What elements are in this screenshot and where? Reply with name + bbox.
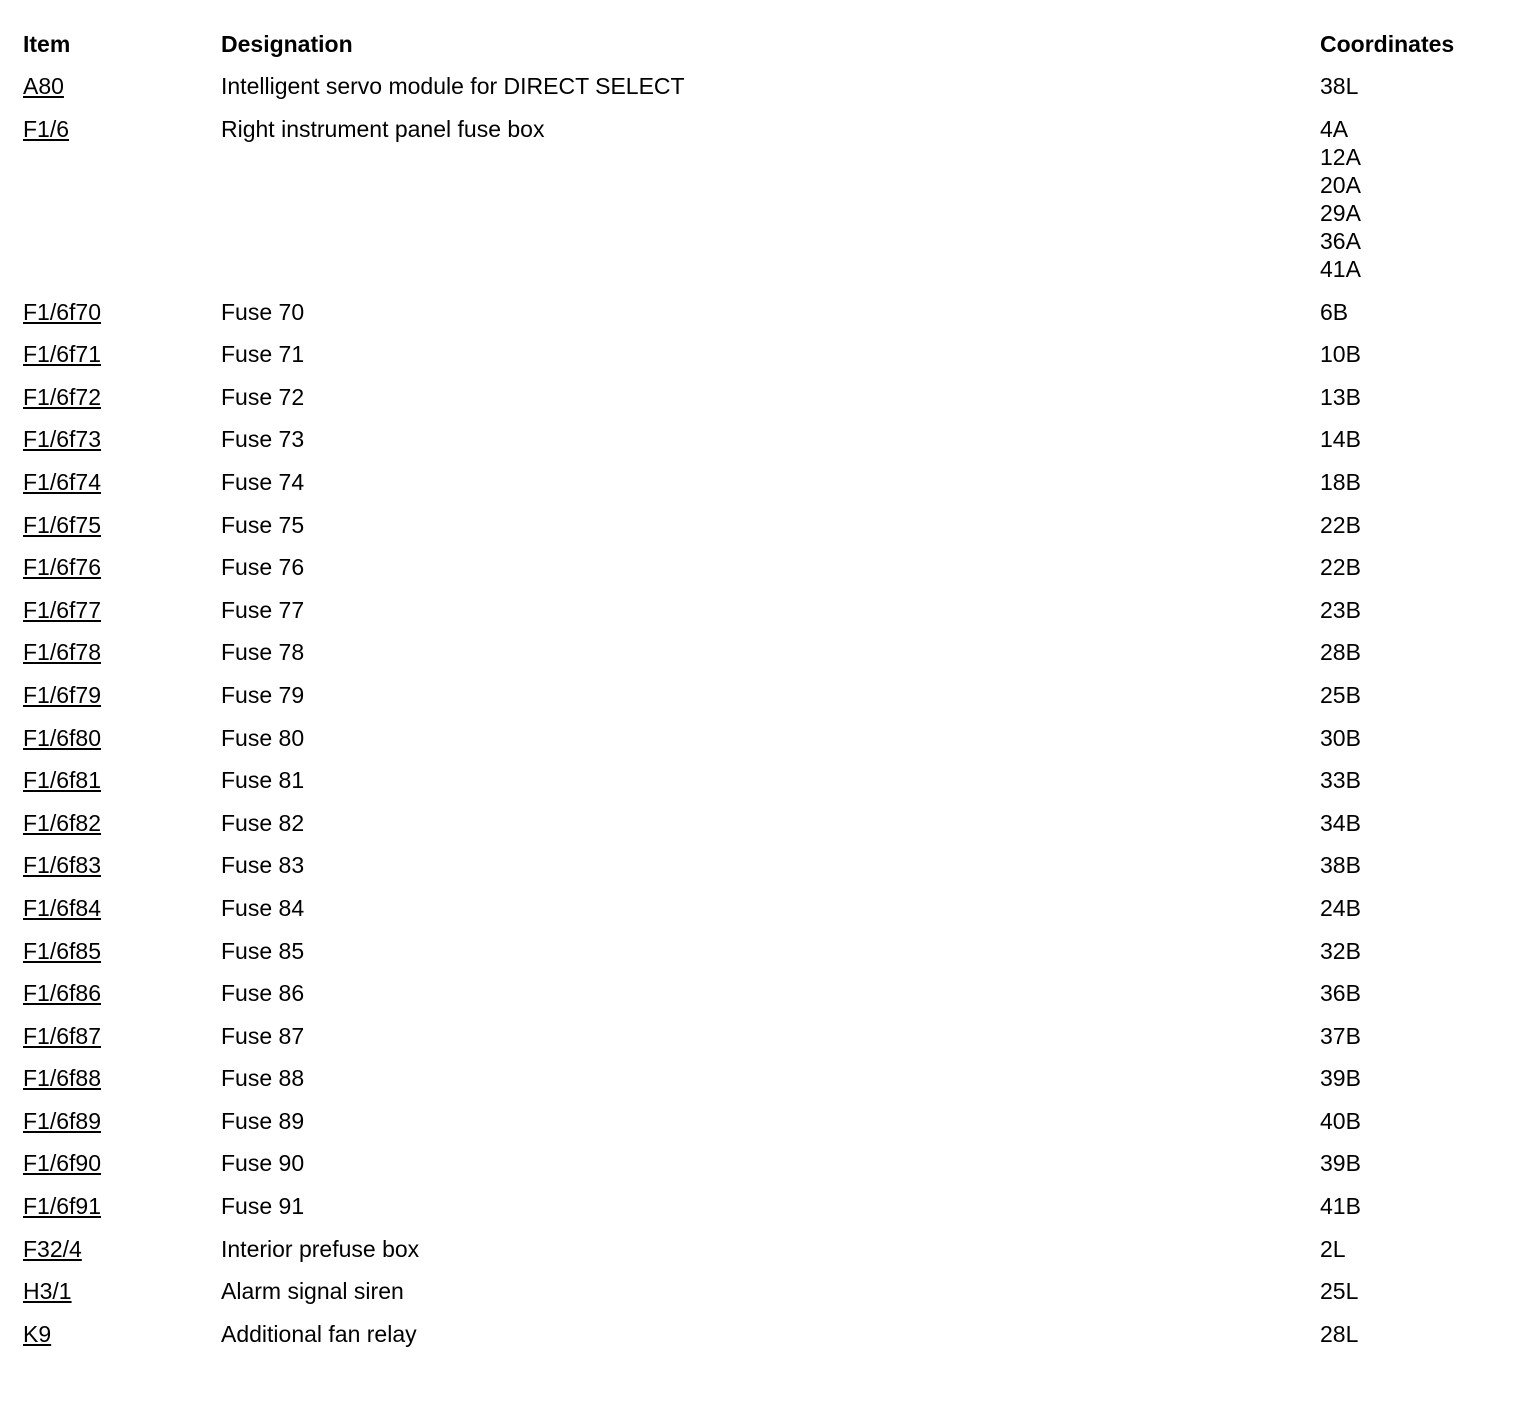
item-cell — [23, 766, 221, 794]
designation-column-header: Designation — [221, 31, 353, 57]
table-row — [23, 425, 1493, 468]
coordinates-cell — [1320, 851, 1493, 879]
designation-cell: Fuse 83 — [221, 852, 305, 879]
coordinate-value: 22B — [1320, 511, 1361, 538]
table-row — [23, 1192, 1493, 1235]
coordinates-cell — [1320, 1022, 1493, 1050]
coordinates-cell — [1320, 1107, 1493, 1135]
item-link[interactable]: F1/6f74 — [23, 468, 101, 495]
designation-cell: Alarm signal siren — [221, 1278, 404, 1305]
designation-cell: Fuse 84 — [221, 894, 305, 921]
item-link[interactable]: K9 — [23, 1320, 52, 1347]
coordinate-value: 22B — [1320, 554, 1361, 581]
item-cell — [23, 425, 221, 453]
coordinate-value: 12A — [1320, 143, 1361, 170]
item-link[interactable]: F1/6f86 — [23, 980, 101, 1007]
coordinate-value: 33B — [1320, 767, 1361, 794]
designation-cell: Fuse 78 — [221, 639, 305, 666]
designation-cell: Fuse 89 — [221, 1107, 305, 1134]
item-link[interactable]: F1/6f81 — [23, 767, 101, 794]
item-cell — [23, 468, 221, 496]
table-header-row — [23, 30, 1493, 72]
table-row — [23, 1064, 1493, 1107]
item-link[interactable]: F1/6f76 — [23, 554, 101, 581]
designation-cell: Fuse 85 — [221, 937, 305, 964]
item-link[interactable]: F1/6f75 — [23, 511, 101, 538]
table-row — [23, 851, 1493, 894]
item-link[interactable]: F1/6f84 — [23, 894, 101, 921]
designation-cell: Right instrument panel fuse box — [221, 115, 545, 142]
coordinates-cell — [1320, 681, 1493, 709]
item-link[interactable]: F1/6f88 — [23, 1065, 101, 1092]
item-cell — [23, 1277, 221, 1305]
table-row — [23, 383, 1493, 426]
item-cell — [23, 638, 221, 666]
table-row — [23, 937, 1493, 980]
item-link[interactable]: F1/6f79 — [23, 681, 101, 708]
item-link[interactable]: F1/6f87 — [23, 1022, 101, 1049]
coordinate-value: 39B — [1320, 1065, 1361, 1092]
item-column-header: Item — [23, 31, 71, 57]
table-row — [23, 1149, 1493, 1192]
coordinate-value: 25L — [1320, 1278, 1359, 1305]
table-row — [23, 1277, 1493, 1320]
table-row — [23, 1320, 1493, 1363]
designation-cell: Fuse 90 — [221, 1150, 305, 1177]
designation-cell: Intelligent servo module for DIRECT SELECT — [221, 73, 685, 99]
coordinate-value: 28B — [1320, 639, 1361, 666]
coordinate-value: 40B — [1320, 1107, 1361, 1134]
coordinate-value: 4A — [1320, 115, 1349, 142]
coordinate-value: 14B — [1320, 426, 1361, 453]
table-row — [23, 511, 1493, 554]
item-link[interactable]: F32/4 — [23, 1235, 82, 1262]
table-row — [23, 115, 1493, 298]
coordinate-value: 39B — [1320, 1150, 1361, 1177]
item-cell — [23, 298, 221, 326]
table-row — [23, 638, 1493, 681]
coordinates-cell — [1320, 1277, 1493, 1305]
designation-cell: Fuse 74 — [221, 468, 305, 495]
coordinate-value: 20A — [1320, 171, 1361, 198]
item-cell — [23, 115, 221, 143]
coordinate-value: 30B — [1320, 724, 1361, 751]
coordinate-value: 38B — [1320, 852, 1361, 879]
coordinate-value: 23B — [1320, 596, 1361, 623]
coordinates-cell — [1320, 511, 1493, 539]
coordinates-cell — [1320, 724, 1493, 752]
item-cell — [23, 1022, 221, 1050]
item-link[interactable]: F1/6f71 — [23, 341, 101, 368]
designation-cell: Fuse 81 — [221, 767, 305, 794]
item-cell — [23, 681, 221, 709]
item-cell — [23, 809, 221, 837]
item-cell — [23, 1320, 221, 1348]
designation-cell: Fuse 87 — [221, 1022, 305, 1049]
coordinates-cell — [1320, 383, 1493, 411]
coordinate-value: 10B — [1320, 341, 1361, 368]
table-row — [23, 979, 1493, 1022]
coordinates-cell — [1320, 809, 1493, 837]
item-link[interactable]: F1/6f82 — [23, 809, 101, 836]
designation-cell: Fuse 79 — [221, 681, 305, 708]
designation-cell: Fuse 72 — [221, 383, 305, 410]
coordinates-cell — [1320, 638, 1493, 666]
coordinate-value: 24B — [1320, 894, 1361, 921]
item-cell — [23, 553, 221, 581]
item-cell — [23, 724, 221, 752]
item-cell — [23, 72, 221, 100]
coordinate-value: 28L — [1320, 1320, 1359, 1347]
item-link[interactable]: F1/6f73 — [23, 426, 101, 453]
item-cell — [23, 979, 221, 1007]
item-link[interactable]: F1/6f72 — [23, 383, 101, 410]
table-row — [23, 596, 1493, 639]
coordinates-cell — [1320, 894, 1493, 922]
table-row — [23, 468, 1493, 511]
coordinates-cell — [1320, 766, 1493, 794]
designation-cell: Fuse 86 — [221, 980, 305, 1007]
coordinates-cell — [1320, 340, 1493, 368]
designation-cell: Fuse 76 — [221, 554, 305, 581]
designation-cell: Fuse 70 — [221, 298, 305, 325]
coordinates-cell — [1320, 1064, 1493, 1092]
coordinate-value: 41B — [1320, 1193, 1361, 1220]
designation-cell: Fuse 88 — [221, 1065, 305, 1092]
item-cell — [23, 340, 221, 368]
coordinates-cell — [1320, 1320, 1493, 1348]
coordinates-cell — [1320, 298, 1493, 326]
item-link[interactable]: F1/6f77 — [23, 596, 101, 623]
table-row — [23, 1235, 1493, 1278]
item-link[interactable]: F1/6f80 — [23, 724, 101, 751]
item-link[interactable]: H3/1 — [23, 1278, 72, 1305]
table-row — [23, 1022, 1493, 1065]
coordinates-cell — [1320, 553, 1493, 581]
coordinate-value: 32B — [1320, 937, 1361, 964]
designation-cell: Additional fan relay — [221, 1320, 417, 1347]
designation-cell: Fuse 71 — [221, 341, 305, 368]
table-row — [23, 298, 1493, 341]
designation-cell: Fuse 75 — [221, 511, 305, 538]
table-row — [23, 340, 1493, 383]
table-row — [23, 1107, 1493, 1150]
item-link[interactable]: F1/6f83 — [23, 852, 101, 879]
item-link[interactable]: F1/6f78 — [23, 639, 101, 666]
table-row — [23, 724, 1493, 767]
coordinates-cell — [1320, 425, 1493, 453]
coordinate-value: 25B — [1320, 681, 1361, 708]
item-cell — [23, 1064, 221, 1092]
designation-cell: Fuse 73 — [221, 426, 305, 453]
item-cell — [23, 1107, 221, 1135]
coordinates-cell — [1320, 1235, 1493, 1263]
coordinate-value: 18B — [1320, 468, 1361, 495]
coordinate-value: 41A — [1320, 255, 1361, 282]
item-cell — [23, 1149, 221, 1177]
coordinates-column-header: Coordinates — [1320, 31, 1455, 57]
coordinates-cell — [1320, 937, 1493, 965]
coordinate-value: 34B — [1320, 809, 1361, 836]
table-body — [23, 72, 1493, 1362]
coordinate-value: 13B — [1320, 383, 1361, 410]
item-link[interactable]: F1/6f89 — [23, 1107, 101, 1134]
table-row — [23, 809, 1493, 852]
item-cell — [23, 1192, 221, 1220]
designation-cell: Interior prefuse box — [221, 1235, 420, 1262]
table-row — [23, 766, 1493, 809]
coordinates-cell — [1320, 1149, 1493, 1177]
item-link[interactable]: F1/6f90 — [23, 1150, 101, 1177]
table-row — [23, 553, 1493, 596]
item-cell — [23, 1235, 221, 1263]
coordinates-cell — [1320, 468, 1493, 496]
item-link[interactable]: F1/6f91 — [23, 1193, 101, 1220]
item-cell — [23, 937, 221, 965]
coordinate-value: 2L — [1320, 1235, 1346, 1262]
item-cell — [23, 851, 221, 879]
coordinates-cell — [1320, 1192, 1493, 1220]
coordinates-cell — [1320, 596, 1493, 624]
designation-cell: Fuse 91 — [221, 1193, 305, 1220]
coordinate-value: 36A — [1320, 227, 1361, 254]
table-row — [23, 72, 1493, 115]
coordinate-value: 37B — [1320, 1022, 1361, 1049]
item-link[interactable]: F1/6f70 — [23, 298, 101, 325]
item-link[interactable]: F1/6 — [23, 115, 70, 142]
designation-cell: Fuse 82 — [221, 809, 305, 836]
component-legend-table — [23, 30, 1493, 1362]
coordinates-cell — [1320, 115, 1493, 283]
table-row — [23, 894, 1493, 937]
item-link[interactable]: A80 — [23, 73, 64, 99]
coordinate-value: 6B — [1320, 298, 1349, 325]
coordinate-value: 29A — [1320, 199, 1361, 226]
item-cell — [23, 511, 221, 539]
item-cell — [23, 383, 221, 411]
table-row — [23, 681, 1493, 724]
designation-cell: Fuse 80 — [221, 724, 305, 751]
designation-cell: Fuse 77 — [221, 596, 305, 623]
coordinates-cell — [1320, 979, 1493, 1007]
item-link[interactable]: F1/6f85 — [23, 937, 101, 964]
coordinates-cell — [1320, 72, 1493, 100]
item-cell — [23, 596, 221, 624]
item-cell — [23, 894, 221, 922]
coordinate-value: 38L — [1320, 73, 1359, 99]
coordinate-value: 36B — [1320, 980, 1361, 1007]
